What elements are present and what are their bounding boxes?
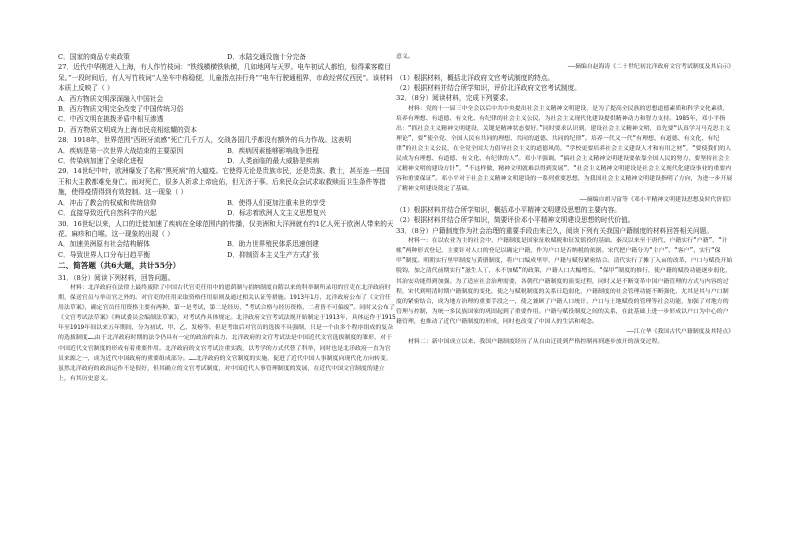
question-30-option-d: D．抑制资本主义生产方式扩张 [227, 250, 320, 259]
question-27-option-d: D．西方物质文明成为上海市民竞相炫耀的资本 [58, 125, 198, 134]
question-29-option-c: C．直接导致近代自然科学的兴起 [58, 209, 157, 218]
question-33-stem: 33．（8分）户籍制度作为社会治理的重要手段由来已久，阅读下列有关我国户籍制度的材料回答相关问题。 [396, 226, 714, 235]
question-33-source: ——江立华《我国古代户籍制度及其特点》 [626, 329, 734, 336]
question-29-stem: 29．14世纪中叶，欧洲爆发了名称“黑死病”的大瘟疫。它使得无论是贵族市民，还是贵族、教士，甚至连一些国王和大主教都难免身亡。面对死亡，很多人祈求上帝庇佑，但无济于事。后来民众会试求取救赎而卫生条件等措施，使得疫情得到有效控制。这一现象（ ） [58, 167, 390, 197]
question-33-material-2: 材料二：新中国成立以来，我国户籍制度经历了从自由迁徙到严格控制再到逐步放开的演变过程。 [408, 339, 664, 346]
question-28-options-cd [58, 156, 396, 166]
section-title: 二、简答题（共6大题，共计55分） [58, 261, 181, 271]
question-30-stem: 30．16世纪以来，人口的迁徙加速了疾病在全球范围内的传播，仅美洲和大洋洲就有约1亿人死于欧洲人带来的天花、麻疹和白喉。这一现象的出现（ ） [58, 219, 394, 238]
question-31-source: ——摘编自赵海涛《二十世纪初北洋政府文官考试制度及其启示》 [567, 64, 734, 71]
question-31-material-end: 意义。 [396, 54, 414, 60]
question-30-options-ab [58, 239, 396, 249]
question-30-option-b: B．助力世界殖民体系迅速创建 [227, 240, 319, 249]
question-27-stem: 27．近代中华刚进入上海，有人作竹枝词：“铁线横横铁轨横，几如地网与天罗。电车初试人都怕，惊得乘客瞠目呆。”一段时间后，有人写竹枝词“人坐车中称稳便，儿童指点挂行舟”“电车行驶通租界，市政经营仗西民”。该材料本质上反映了（ ） [58, 63, 393, 93]
question-31-material: 材料：北洋政府在法律上最终废除了中国古代官吏任用中的恩荫制与捐纳制度自隋以来的科举制所录用的官吏在北洋政府时期，保送官员与举贡官之外的。对官吏的任用采取资格任用原则及通过相关认证等措施。1913年1月，北洋政府公布了《文官任用法草案》，确定官员任用资格主要有两种，第一是考试，第二是经历，“考试合格与经历资格，二者皆不可偏废”。同时又公布了《文官考试法草案》《典试委员会编制法草案》，对考试作具体规定。北洋政府文官考试法规开始制定于1913年，具体运作于1915年至1919年间以来五年期间，分为初试、甲、乙、发榜等。但是考取后对官员的选拔不具强制，只是一个由多个程序组成的复杂的选拔制度……由于北洋政府时期的法令仍具有一定的政治约束力，北洋政府的文官考试法是中国近代文官选拔制度的雏形，对于中国近代文官制度的形成有着重要作用。北洋政府的文官考试注重实践，以考学的方式代替了科举，同时也是北洋政府一直为官员来源之一，成为近代中国政府的重要组成部分。……北洋政府的文官制度的实施，促进了近代中国人事制度向现代化方向转变，虽然北洋政府的政治运作不是很好，但其确立的文官考试制度，对中国近代人事管理制度的发展，在近代中国文官制度的建立上，有其历史意义。 [58, 284, 396, 382]
question-32-source: ——摘编自胡习富等《邓小平精神文明建设思想及时代价值》 [579, 196, 734, 203]
question-31-stem: 31．（8分）阅读下列材料，回答问题。 [58, 273, 175, 282]
question-29-option-b: B．使得人们更加注重未世的享受 [227, 198, 326, 207]
question-28-option-a: A．疾病是第一次世界大战结束的主要原因 [58, 146, 184, 155]
question-27-option-c: C．中西文明在挑拨矛盾中相互渗透 [58, 115, 164, 124]
left-column [58, 52, 396, 384]
option-d: D．水陆交通设施十分完备 [227, 53, 306, 61]
question-28-option-d: D．人类面临的最大威胁是疾病 [227, 157, 320, 166]
question-31-sub-2: （2）根据材料并结合所学知识，评价北洋政府文官考试制度。 [396, 83, 581, 92]
question-29-options-ab [58, 198, 396, 208]
question-30-option-a: A．加速美洲原有社会结构解体 [58, 240, 150, 249]
question-31-sub-1: （1）根据材料，概括北洋政府文官考试制度的特点。 [396, 73, 555, 82]
question-32-stem: 32．（8分）阅读材料，完成下列要求。 [396, 94, 513, 103]
option-c: C．国家的商品专卖政策 [58, 53, 130, 61]
question-32-material: 材料：党的十一届三中全会以后中共中央提出社会主义精神文明建设，是为了提高全民族的思想道德素质和科学文化素质，培养有理想、有道德、有文化、有纪律的社会主义公民，为社会主义现代化建设提供精神动力和智力支持。1985年，邓小平指出：“抓社会主义精神文明建设，关键是精神状态要好。”同时要求认识到，建设社会主义精神文明，首先要“认真学习马克思主义理论”，要“使全党、全国人民有共同的理想、共同的道德、共同的纪律”。培养一代又一代“有理想、有道德、有文化、有纪律”的社会主义公民，在全党全国大力倡导社会主义的道德风尚，“学校更要培养社会主义建设人才和有用之材”，“要使我们的人民成为有理想、有道德、有文化、有纪律的人”。邓小平强调，“搞社会主义精神文明建设要依靠全国人民的努力，要坚持社会主义精神文明的建设方针”，“不这样做，精神文明就难以得到发展”，“社会主义精神文明建设是社会主义现代化建设事业的重要内容和重要保证”。邓小平对于社会主义精神文明建设的一系列重要思想，为我国社会主义精神文明建设指明了方向，为进一步开展了精神文明建设奠定了基础。 [396, 105, 733, 193]
question-30-options-cd [58, 250, 396, 260]
question-28-option-c: C．传染病加速了全球化进程 [58, 157, 144, 166]
question-33-material-1: 材料一：在以农业为主的社会中，户籍制度是国家征收赋税和征发徭役的基础。秦汉以来至于唐代，户籍实行“户籍”、“计帐”两种形式登记，主要针对人口的登记以确定户籍，作为户口是否纳税的依据。宋代把户籍分为“主户”、“客户”，实行“保甲”制度。明朝实行里甲制度与黄册制度，将户口编成里甲，户籍与赋役紧密结合。清代实行了摊丁入亩的改革，户口与赋役开始脱钩，加之清代前期实行“滋生人丁，永不加赋”的政策，户籍人口大幅增长。“保甲”制度的推行，使户籍的赋役功能逐步弱化，其治安功能得到加强。为了适应社会治理需要，各朝代户籍制度的演变过程，同时又是不断变革中国户籍管理的方式与内容的过程，宋代到明清时期户籍制度的变化，使之与赋税制度的关系日趋弱化，户籍制度的社会管理功能不断强化，尤其是其与户口制度的紧密结合，成为地方治理的重要手段之一，使之兼顾了户籍人口统计、户口与土地赋役的管理等社会功能，加强了对地方的管理与控制，为统一多民族国家的巩固起到了重要作用。户籍与赋役制度之间的关系，在此基础上进一步形成以户口为中心的户籍管理，也推动了近代户籍制度的形成，同时也改变了中国人的生活和观念。 [396, 238, 733, 325]
question-32-sub-2: （2）根据材料并结合所学知识，简要评价邓小平精神文明建设思想的时代价值。 [396, 216, 635, 225]
question-28-option-b: B．疾病因素能够影响战争进程 [227, 146, 319, 155]
options-top [58, 52, 396, 62]
question-29-option-d: D．标志着欧洲人文主义思想复兴 [227, 209, 326, 218]
question-30-option-c: C．导致世界人口分布日趋平衡 [58, 250, 151, 259]
question-28-stem: 28．1918年，世界范围“西班牙流感”死亡几千万人，交战各国几乎都没有额外的兵力作战。这表明 [58, 136, 352, 145]
question-32-sub-1: （1）根据材料并结合所学知识，概括邓小平精神文明建设思想的主要内容。 [396, 205, 621, 214]
question-27-option-b: B．西方物质文明完全改变了中国传统习俗 [58, 105, 184, 114]
right-column [396, 52, 734, 348]
question-28-options-ab [58, 146, 396, 156]
question-29-option-a: A．冲击了教会的权威和传统信仰 [58, 198, 157, 207]
question-27-option-a: A．西方物质文明深深融入中国社会 [58, 94, 164, 103]
question-29-options-cd [58, 208, 396, 218]
